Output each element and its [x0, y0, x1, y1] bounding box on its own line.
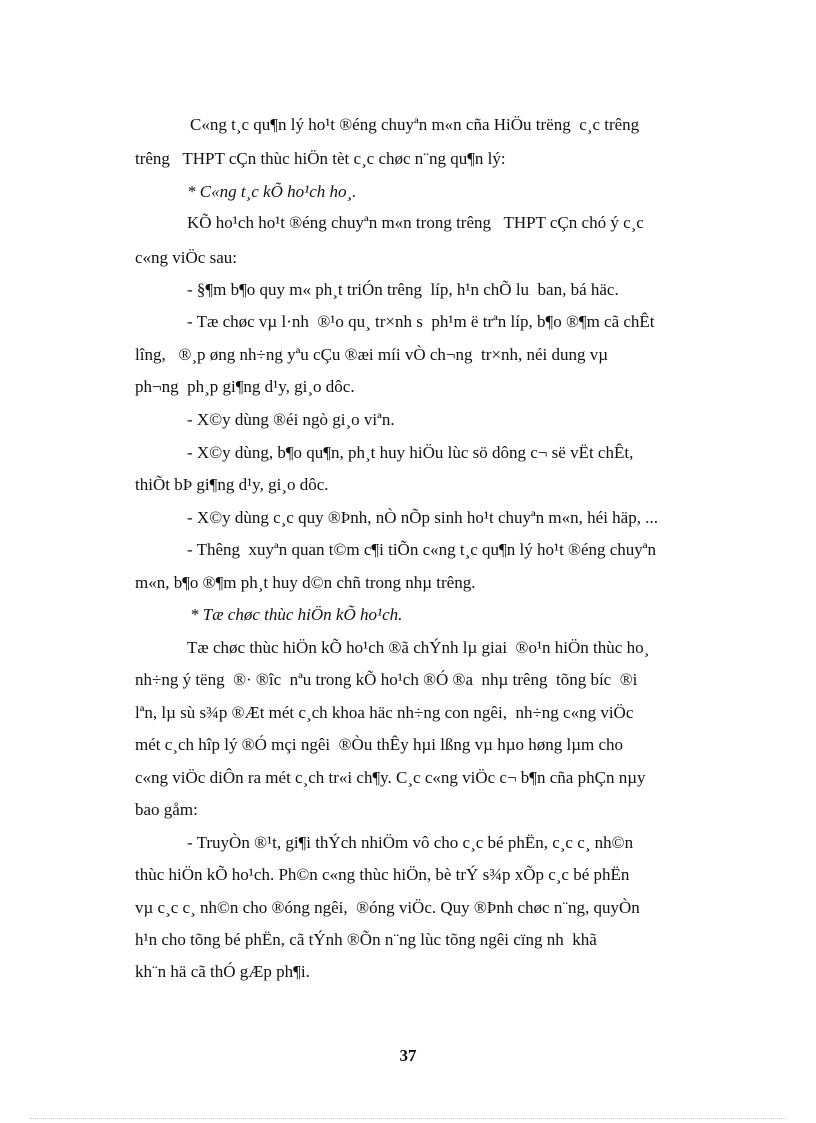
list-item: - Tæ chøc vµ l·nh ®¹o qu¸ tr×nh s ph¹m ë trªn líp, b¶o ®¶m cã chÊt [187, 312, 655, 331]
paragraph-line: lîng, ®¸p øng nh÷ng yªu cÇu ®æi míi vÒ ch¬ng tr×nh, néi dung vµ [135, 345, 609, 364]
paragraph-line: Tæ chøc thùc hiÖn kÕ ho¹ch ®ã chÝnh lµ giai ®o¹n hiÖn thùc ho¸ [187, 638, 650, 657]
paragraph-line: c«ng viÖc diÔn ra mét c¸ch tr«i ch¶y. C¸c c«ng viÖc c¬ b¶n cña phÇn nµy [135, 768, 646, 787]
page-bottom-divider [30, 1118, 786, 1119]
paragraph-line: KÕ ho¹ch ho¹t ®éng chuyªn m«n trong trêng THPT cÇn chó ý c¸c [187, 213, 644, 232]
list-item: - Thêng xuyªn quan t©m c¶i tiÕn c«ng t¸c qu¶n lý ho¹t ®éng chuyªn [187, 540, 656, 559]
list-item: - X©y dùng c¸c quy ®Þnh, nÒ nÕp sinh ho¹t chuyªn m«n, héi häp, ... [187, 508, 658, 527]
paragraph-line: m«n, b¶o ®¶m ph¸t huy d©n chñ trong nhµ trêng. [135, 573, 476, 592]
paragraph-line: lªn, lµ sù s¾p ®Æt mét c¸ch khoa häc nh÷ng con ngêi, nh÷ng c«ng viÖc [135, 703, 634, 722]
paragraph-line: vµ c¸c c¸ nh©n cho ®óng ngêi, ®óng viÖc. Quy ®Þnh chøc n¨ng, quyÒn [135, 898, 640, 917]
paragraph-line: h¹n cho tõng bé phËn, cã tÝnh ®Õn n¨ng lùc tõng ngêi cïng nh khã [135, 930, 597, 949]
paragraph-line: c«ng viÖc sau: [135, 248, 237, 267]
paragraph-line: bao gåm: [135, 800, 198, 819]
paragraph-line: nh÷ng ý tëng ®· ®îc nªu trong kÕ ho¹ch ®Ó ®a nhµ trêng tõng bíc ®i [135, 670, 638, 689]
paragraph-line: C«ng t¸c qu¶n lý ho¹t ®éng chuyªn m«n cña HiÖu trëng c¸c trêng [190, 115, 640, 134]
section-heading: * Tæ chøc thùc hiÖn kÕ ho¹ch. [190, 605, 403, 624]
list-item: - TruyÒn ®¹t, gi¶i thÝch nhiÖm vô cho c¸c bé phËn, c¸c c¸ nh©n [187, 833, 634, 852]
paragraph-line: ph¬ng ph¸p gi¶ng d¹y, gi¸o dôc. [135, 377, 355, 396]
list-item: - X©y dùng ®éi ngò gi¸o viªn. [187, 410, 395, 429]
list-item: - X©y dùng, b¶o qu¶n, ph¸t huy hiÖu lùc sö dông c¬ së vËt chÊt, [187, 443, 634, 462]
list-item: - §¶m b¶o quy m« ph¸t triÓn trêng líp, h¹n chÕ lu ban, bá häc. [187, 280, 619, 299]
page-number: 37 [399, 1046, 417, 1065]
section-heading: * C«ng t¸c kÕ ho¹ch ho¸. [187, 182, 357, 201]
paragraph-line: mét c¸ch hîp lý ®Ó mçi ngêi ®Òu thÊy hµi lßng vµ hµo høng lµm cho [135, 735, 624, 754]
paragraph-line: thùc hiÖn kÕ ho¹ch. Ph©n c«ng thùc hiÖn, bè trÝ s¾p xÕp c¸c bé phËn [135, 865, 630, 884]
paragraph-line: thiÕt bÞ gi¶ng d¹y, gi¸o dôc. [135, 475, 329, 494]
paragraph-line: trêng THPT cÇn thùc hiÖn tèt c¸c chøc n¨ng qu¶n lý: [135, 149, 506, 168]
paragraph-line: kh¨n hä cã thÓ gÆp ph¶i. [135, 962, 310, 981]
